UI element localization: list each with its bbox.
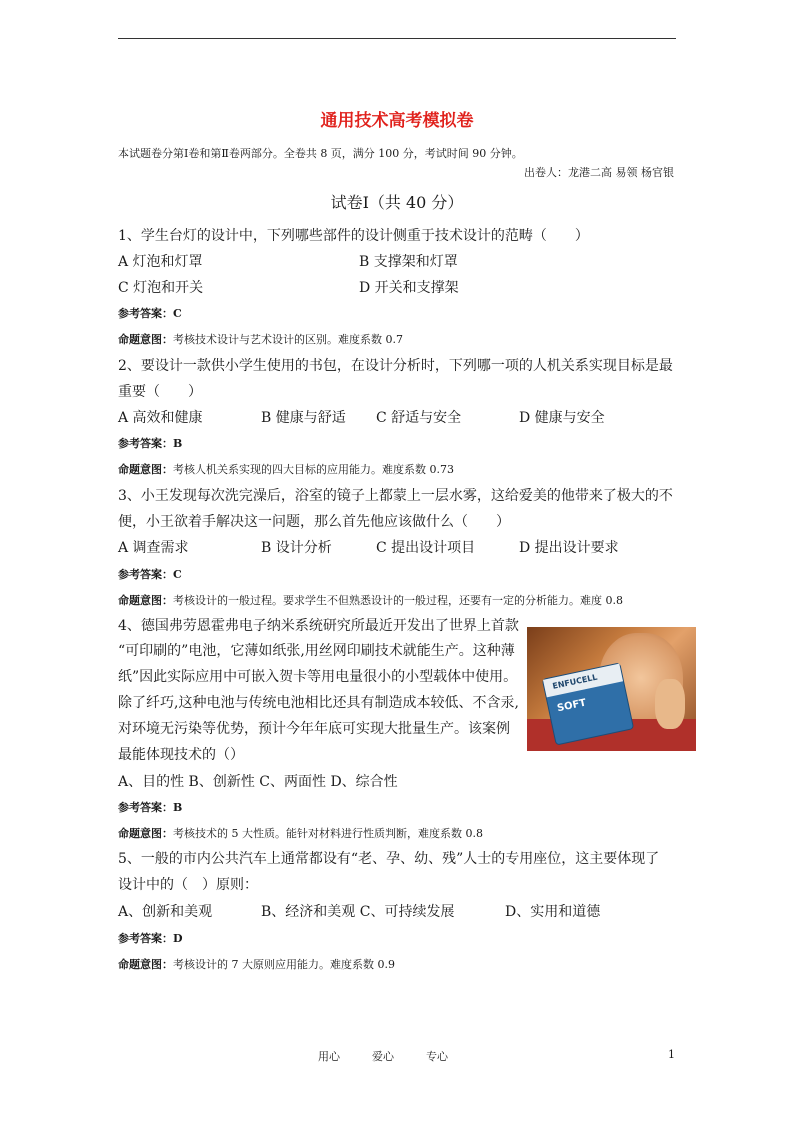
- exam-authors: 出卷人：龙港二高 易领 杨官银: [524, 166, 674, 179]
- question-4-text-line-5: 对环境无污染等优势，预计今年年底可实现大批量生产。该案例: [118, 721, 510, 737]
- q3-option-a: A 调查需求: [118, 540, 189, 556]
- q5-intent: 命题意图：考核设计的 7 大原则应用能力。难度系数 0.9: [118, 958, 395, 971]
- question-4-text-line-6: 最能体现技术的（）: [118, 747, 244, 763]
- question-3-text-line-1: 3、小王发现每次洗完澡后，浴室的镜子上都蒙上一层水雾，这给爱美的他带来了极大的不: [118, 488, 673, 504]
- q2-answer: 参考答案：B: [118, 437, 183, 450]
- q2-option-b: B 健康与舒适: [261, 410, 346, 426]
- question-5-text-line-2: 设计中的（ ）原则：: [118, 877, 258, 893]
- person-hand: [655, 679, 685, 729]
- header-rule: [118, 38, 676, 39]
- q4-options: A、目的性 B、创新性 C、两面性 D、综合性: [118, 774, 398, 790]
- q1-answer: 参考答案：C: [118, 307, 182, 320]
- q1-option-d: D 开关和支撑架: [359, 280, 459, 296]
- q3-option-b: B 设计分析: [261, 540, 332, 556]
- question-4-text-line-4: 除了纤巧,这种电池与传统电池相比还具有制造成本较低、不含汞,: [118, 695, 519, 711]
- q2-option-d: D 健康与安全: [519, 410, 605, 426]
- q4-intent: 命题意图：考核技术的 5 大性质。能针对材料进行性质判断，难度系数 0.8: [118, 827, 483, 840]
- question-2-text-line-2: 重要（ ）: [118, 384, 202, 400]
- question-3-text-line-2: 便，小王欲着手解决这一问题，那么首先他应该做什么（ ）: [118, 514, 510, 530]
- q1-option-b: B 支撑架和灯罩: [359, 254, 458, 270]
- q2-option-a: A 高效和健康: [118, 410, 203, 426]
- q1-option-a: A 灯泡和灯罩: [118, 254, 203, 270]
- q5-option-a: A、创新和美观: [118, 904, 213, 920]
- q3-answer: 参考答案：C: [118, 568, 182, 581]
- question-2-text-line-1: 2、要设计一款供小学生使用的书包，在设计分析时，下列哪一项的人机关系实现目标是最: [118, 358, 673, 374]
- question-5-text-line-1: 5、一般的市内公共汽车上通常都设有“老、孕、幼、残”人士的专用座位，这主要体现了: [118, 851, 660, 867]
- q2-intent: 命题意图：考核人机关系实现的四大目标的应用能力。难度系数 0.73: [118, 463, 454, 476]
- q1-option-c: C 灯泡和开关: [118, 280, 204, 296]
- question-4-text-line-2: “可印刷的”电池，它薄如纸张,用丝网印刷技术就能生产。这种薄: [118, 643, 515, 659]
- printable-battery-photo: [527, 627, 696, 751]
- question-4-text-line-1: 4、德国弗劳恩霍弗电子纳米系统研究所最近开发出了世界上首款: [118, 618, 519, 634]
- battery-card-brand: ENFUCELL: [551, 672, 599, 691]
- q3-option-c: C 提出设计项目: [376, 540, 476, 556]
- footer-word-1: 用心: [318, 1050, 340, 1063]
- question-1-text: 1、学生台灯的设计中，下列哪些部件的设计侧重于技术设计的范畴（ ）: [118, 228, 589, 244]
- section-heading: 试卷Ⅰ（共 40 分）: [330, 193, 464, 212]
- page-number: 1: [668, 1048, 675, 1061]
- q4-answer: 参考答案：B: [118, 801, 183, 814]
- q2-option-c: C 舒适与安全: [376, 410, 462, 426]
- battery-card-label: SOFT: [556, 697, 588, 715]
- q3-intent: 命题意图：考核设计的一般过程。要求学生不但熟悉设计的一般过程，还要有一定的分析能力。难度 0.8: [118, 594, 623, 607]
- footer-word-3: 专心: [426, 1050, 448, 1063]
- page-title: 通用技术高考模拟卷: [320, 111, 474, 131]
- question-4-text-line-3: 纸”因此实际应用中可嵌入贺卡等用电量很小的小型载体中使用。: [118, 669, 518, 685]
- q5-answer: 参考答案：D: [118, 932, 183, 945]
- q1-intent: 命题意图：考核技术设计与艺术设计的区别。难度系数 0.7: [118, 333, 403, 346]
- exam-intro: 本试题卷分第Ⅰ卷和第Ⅱ卷两部分。全卷共 8 页，满分 100 分，考试时间 90 分钟。: [118, 147, 523, 160]
- footer-word-2: 爱心: [372, 1050, 394, 1063]
- q5-option-bc: B、经济和美观 C、可持续发展: [261, 904, 455, 920]
- q5-option-d: D、实用和道德: [505, 904, 601, 920]
- q3-option-d: D 提出设计要求: [519, 540, 619, 556]
